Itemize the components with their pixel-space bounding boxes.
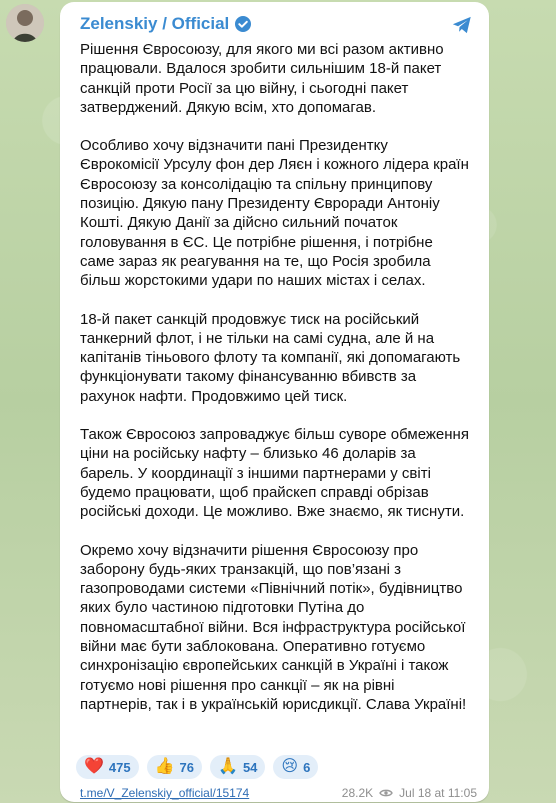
message-bubble [60,2,489,802]
reactions-row [76,755,318,779]
heart-icon: ❤️ [84,758,104,775]
reaction-praying-hands[interactable] [210,755,265,779]
thumbs-up-icon: 👍 [154,758,175,775]
message-header [80,12,251,36]
eye-icon [379,788,393,798]
view-count: 28.2K [341,786,374,800]
message-paragraph: 18-й пакет санкцій продовжує тиск на російський танкерний флот, і не тільки на самі судна, але й на капітанів тіньового флоту та компанії, які допомагають функціонувати такому фінансуванню вбивств за рахунок нафти. Продовжимо цей тиск. [80,310,461,405]
praying-hands-icon: 🙏 [218,758,238,775]
reaction-heart[interactable] [76,755,139,779]
message-paragraph: Окремо хочу відзначити рішення Євросоюзу про заборону будь-яких транзакцій, що пов’язані з газопроводами системи «Північний потік», будівництво яких було частиною підготовки Путіна до повномасштабної війни. Вся інфраструктура російської війни має бути заблокована. Оперативно готуємо синхронізацію європейських санкцій в Україні і також готуємо нові рішення про санкції – як на рівні партнерів, так і в українській юрисдикції. Слава Україні! [80,541,467,713]
timestamp: Jul 18 at 11:05 [399,786,477,800]
message-paragraph: Рішення Євросоюзу, для якого ми всі разом активно працювали. Вдалося зробити сильнішим 18-й пакет санкцій проти Росії за цю війну, і сьогодні пакет затверджений. Дякую всім, хто допомагав. [80,41,444,116]
reaction-thumbs-up[interactable] [147,755,202,779]
message-paragraph: Також Євросоюз запроваджує більш суворе обмеження ціни на російську нафту – близько 46 доларів за барель. У координації з іншими партнерами у світі будемо працювати, щоб прайскеп справді обрізав російські доходи. Це можливо. Вже знаємо, як тиснути. [80,426,469,521]
avatar-photo [6,4,44,42]
reaction-count: 475 [108,759,131,775]
channel-avatar[interactable] [6,4,44,42]
reaction-count: 54 [242,759,258,775]
reaction-crying-face[interactable] [273,755,318,779]
message-meta [342,786,477,800]
reaction-count: 76 [179,759,195,775]
telegram-share-icon[interactable] [451,14,473,36]
channel-name[interactable]: Zelenskiy / Official [80,14,230,33]
message-text [80,40,470,733]
message-paragraph: Особливо хочу відзначити пані Президентку Єврокомісії Урсулу фон дер Ляєн і кожного лідера країн Євросоюзу за консолідацію та спільну принципову позицію. Дякую пану Президенту Євроради Антоніу Кошті. Дякую Данії за дійсно сильний початок головування в ЄС. Це потрібне рішення, і потрібне саме зараз як реагування на те, що Росія зробила більш жорстокими удари по наших містах і селах. [80,137,469,290]
verified-badge-icon [235,16,251,32]
reaction-count: 6 [303,759,311,775]
post-link[interactable]: t.me/V_Zelenskiy_official/15174 [80,786,250,800]
crying-face-icon: 😢 [281,758,299,775]
